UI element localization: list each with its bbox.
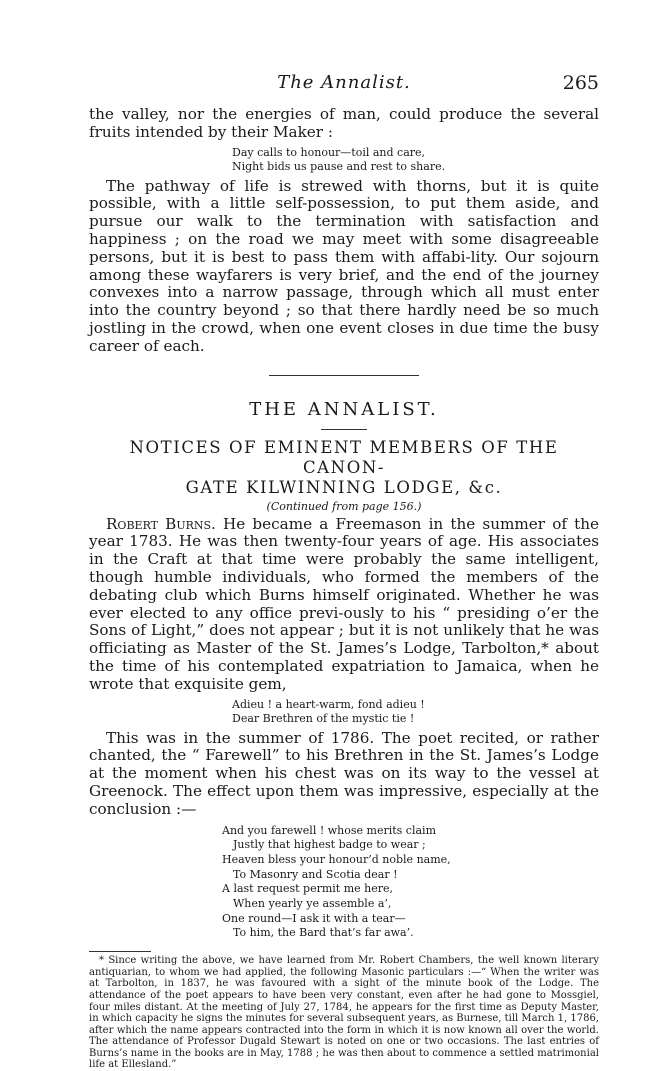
verse-line: Night bids us pause and rest to share. (232, 159, 446, 173)
page-content (89, 106, 599, 1071)
verse-line: Day calls to honour—toil and care, (232, 145, 426, 159)
verse-line: Dear Brethren of the mystic tie ! (232, 711, 415, 725)
verse-line: One round—I ask it with a tear— (222, 911, 406, 925)
verse-line: Justly that highest badge to wear ; (233, 838, 426, 852)
verse-line: When yearly ye assemble a’, (233, 897, 392, 911)
page-number: 265 (562, 72, 599, 94)
footnote-divider (89, 951, 151, 952)
subject-name: Robert Burns. (106, 514, 216, 533)
opening-paragraph: the valley, nor the energies of man, could produce the several fruits intended by their Maker : (89, 105, 599, 141)
running-title: The Annalist. (277, 72, 411, 93)
section-divider (269, 375, 419, 376)
burns-paragraph-text: He became a Freemason in the summer of the year 1783. He was then twenty-four years of age. His associates in the Craft at that time were probably the same intelligent, though humble individuals, who formed the members of the debating club which Burns himself originated. Whether he was ever elected to any office previ-ously to his “ presiding o’er the Sons of Light,” does not appear ; but it is not unlikely that he was officiating as Master of the St. James’s Lodge, Tarbolton,* about the time of his contemplated expatriation to Jamaica, when he wrote that exquisite gem, (89, 514, 599, 693)
pathway-paragraph: The pathway of life is strewed with thorns, but it is quite possible, with a little self-possession, to put them aside, and pursue our walk to the termination with satisfaction and happiness ; on the road we may meet with some disagreeable persons, but it is best to pass them with affabi-lity. Our sojourn among these wayfarers is very brief, and the end of the journey convexes into a narrow passage, through which all must enter into the country beyond ; so that there hardly need be so much jostling in the crowd, when one event closes in due time the busy career of each. (89, 176, 599, 355)
verse-line: And you farewell ! whose merits claim (222, 823, 436, 837)
verse-line: To Masonry and Scotia dear ! (233, 867, 398, 881)
gem-verse (232, 698, 599, 726)
verse-line: Adieu ! a heart-warm, fond adieu ! (232, 697, 425, 711)
continued-note: (Continued from page 156.) (266, 499, 422, 513)
footnote: * Since writing the above, we have learned from Mr. Robert Chambers, the well known literary antiquarian, to whom we had applied, the following Masonic particulars :—“ When the writer was at Tarbolton, in 1837, he was favoured with a sight of the minute book of the Lodge. The attendance of the poet appears to have been very constant, even after he had gone to Mossgiel, four miles distant. At the meeting of July 27, 1784, he appears for the first time as Deputy Master, in which capacity he signs the minutes for several subsequent years, as Burnese, till March 1, 1786, after which the name appears contracted into the form in which it is now known all over the world. The attendance of Professor Dugald Stewart is noted on one or two occasions. The last entries of Burns’s name in the books are in May, 1788 ; he was then about to commence a settled matrimonial life at Ellesland.” (89, 955, 599, 1071)
verse-line: A last request permit me here, (222, 882, 394, 896)
article-title-line: GATE KILWINNING LODGE, &c. (185, 477, 503, 497)
burns-paragraph (89, 516, 599, 694)
article-title (89, 438, 599, 498)
article-title-line: NOTICES OF EMINENT MEMBERS OF THE CANON- (129, 437, 559, 477)
verse-line: To him, the Bard that’s far awa’. (233, 926, 414, 940)
verse-line: Heaven bless your honour’d noble name, (222, 852, 451, 866)
title-underline (321, 429, 367, 430)
page-header (89, 72, 599, 96)
section-title: THE ANNALIST. (249, 398, 439, 420)
farewell-paragraph: This was in the summer of 1786. The poet recited, or rather chanted, the “ Farewell” to his Brethren in the St. James’s Lodge at the moment when his chest was on its way to the vessel at Greenock. The effect upon them was impressive, especially at the conclusion :— (89, 728, 599, 818)
opening-verse (232, 146, 599, 174)
farewell-verse (222, 824, 599, 942)
